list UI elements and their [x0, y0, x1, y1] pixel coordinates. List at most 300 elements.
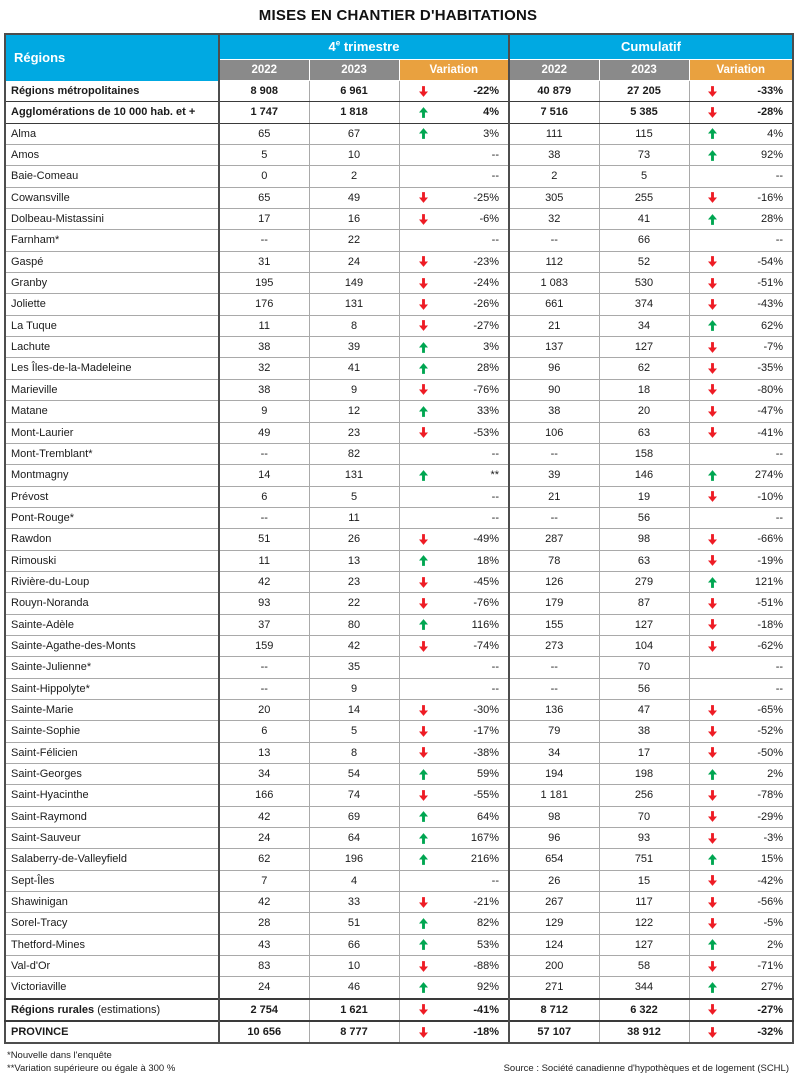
q4-2022-cell: 24 — [219, 828, 309, 849]
cum-2023-cell: 62 — [599, 358, 689, 379]
variation-value: 92% — [476, 981, 499, 994]
q4-2023-cell: 8 777 — [309, 1021, 399, 1043]
q4-2023-cell: 23 — [309, 422, 399, 443]
q4-2022-cell: 2 754 — [219, 999, 309, 1021]
cum-2023-cell: 17 — [599, 742, 689, 763]
cum-2022-cell: 8 712 — [509, 999, 599, 1021]
q4-2022-cell: 37 — [219, 614, 309, 635]
trend-arrow-box — [690, 790, 735, 801]
housing-starts-table — [4, 33, 794, 1044]
q4-2023-cell: 5 — [309, 721, 399, 742]
trend-arrow-box — [690, 363, 735, 374]
region-name-cell — [5, 251, 219, 272]
variation-value: -47% — [757, 405, 784, 418]
cum-2023-cell: 93 — [599, 828, 689, 849]
trend-arrow-box — [690, 769, 735, 780]
cum-2022-cell: 32 — [509, 209, 599, 230]
table-row — [5, 465, 793, 486]
q4-2023-cell: 22 — [309, 593, 399, 614]
trend-down-icon — [419, 961, 428, 972]
region-name: Gaspé — [11, 255, 44, 268]
region-name: Rawdon — [11, 533, 52, 546]
variation-value: -43% — [757, 298, 784, 311]
region-name: Sainte-Sophie — [11, 725, 81, 738]
variation-value: 33% — [476, 405, 499, 418]
q4-2022-cell: 24 — [219, 977, 309, 999]
trend-arrow-box — [400, 128, 448, 139]
region-name: Val-d'Or — [11, 960, 51, 973]
cum-2023-cell: 87 — [599, 593, 689, 614]
region-name: Salaberry-de-Valleyfield — [11, 853, 127, 866]
variation-value: -80% — [757, 383, 784, 396]
region-name: Thetford-Mines — [11, 938, 85, 951]
trend-arrow-box — [400, 897, 448, 908]
trend-arrow-box — [690, 726, 735, 737]
cum-variation-cell — [689, 422, 793, 443]
q4-2022-cell: 49 — [219, 422, 309, 443]
table-row — [5, 102, 793, 123]
q4-2022-cell: -- — [219, 507, 309, 528]
table-row — [5, 123, 793, 144]
cum-2023-cell: 27 205 — [599, 81, 689, 102]
trend-down-icon — [708, 363, 717, 374]
cum-variation-cell — [689, 166, 793, 187]
trend-up-icon — [419, 342, 428, 353]
variation-value: -5% — [763, 917, 784, 930]
trend-arrow-box — [400, 619, 448, 630]
q4-variation-cell — [399, 977, 509, 999]
table-row — [5, 550, 793, 571]
q4-2023-cell: 33 — [309, 892, 399, 913]
trend-down-icon — [419, 790, 428, 801]
region-name: Saint-Sauveur — [11, 832, 81, 845]
trend-arrow-box — [690, 897, 735, 908]
trend-up-icon — [419, 406, 428, 417]
cum-2022-cell: 200 — [509, 956, 599, 977]
q4-variation-cell — [399, 593, 509, 614]
q4-variation-cell — [399, 785, 509, 806]
trend-arrow-box — [690, 854, 735, 865]
q4-variation-cell — [399, 828, 509, 849]
q4-2022-cell: 10 656 — [219, 1021, 309, 1043]
region-name-cell — [5, 571, 219, 592]
variation-value: -41% — [757, 426, 784, 439]
q4-variation-cell — [399, 699, 509, 720]
trend-arrow-box — [690, 982, 735, 993]
q4-2023-cell: 4 — [309, 870, 399, 891]
q4-2023-cell: 74 — [309, 785, 399, 806]
variation-value: -21% — [473, 896, 499, 909]
table-row — [5, 529, 793, 550]
region-name: Saint-Georges — [11, 768, 82, 780]
variation-value: -41% — [473, 1003, 499, 1016]
variation-value: -- — [491, 149, 499, 162]
trend-up-icon — [419, 854, 428, 865]
trend-arrow-box — [400, 555, 448, 566]
cum-2023-cell: 63 — [599, 422, 689, 443]
cum-2022-cell: 287 — [509, 529, 599, 550]
q4-2023-cell: 66 — [309, 934, 399, 955]
q4-2022-cell: 20 — [219, 699, 309, 720]
cum-variation-cell — [689, 977, 793, 999]
cum-2022-cell: 21 — [509, 486, 599, 507]
table-row — [5, 721, 793, 742]
cum-2023-cell: 52 — [599, 251, 689, 272]
trend-down-icon — [708, 598, 717, 609]
region-name-cell — [5, 785, 219, 806]
cum-2023-cell: 344 — [599, 977, 689, 999]
region-name: Dolbeau-Mistassini — [11, 213, 104, 226]
trend-arrow-box — [400, 641, 448, 652]
trend-down-icon — [419, 534, 428, 545]
trend-down-icon — [708, 256, 717, 267]
q4-variation-cell — [399, 635, 509, 656]
trend-arrow-box — [400, 1027, 448, 1038]
q4-variation-cell — [399, 550, 509, 571]
q4-2023-header: 2023 — [309, 60, 399, 81]
trend-up-icon — [708, 939, 717, 950]
source-note: Source : Société canadienne d'hypothèques et de logement (SCHL) — [503, 1063, 789, 1075]
region-name-cell — [5, 209, 219, 230]
q4-variation-cell — [399, 379, 509, 400]
trend-down-icon — [419, 86, 428, 97]
variation-value: -7% — [763, 341, 784, 354]
q4-2023-cell: 2 — [309, 166, 399, 187]
cum-2023-cell: 38 912 — [599, 1021, 689, 1043]
trend-arrow-box — [690, 256, 735, 267]
trend-down-icon — [708, 875, 717, 886]
region-name-cell — [5, 123, 219, 144]
cum-2022-cell: 38 — [509, 401, 599, 422]
q4-2023-cell: 131 — [309, 294, 399, 315]
cum-variation-cell — [689, 956, 793, 977]
region-name: Rouyn-Noranda — [11, 597, 89, 610]
region-name-cell — [5, 486, 219, 507]
cum-variation-cell — [689, 721, 793, 742]
trend-down-icon — [708, 961, 717, 972]
q4-2022-header: 2022 — [219, 60, 309, 81]
q4-variation-cell — [399, 273, 509, 294]
region-name: Sorel-Tracy — [11, 917, 68, 930]
trend-down-icon — [708, 192, 717, 203]
cum-2023-cell: 41 — [599, 209, 689, 230]
variation-value: -19% — [757, 554, 784, 567]
cum-variation-cell — [689, 273, 793, 294]
q4-2022-cell: 166 — [219, 785, 309, 806]
region-name: Victoriaville — [11, 981, 67, 994]
table-row — [5, 657, 793, 678]
q4-2022-cell: 9 — [219, 401, 309, 422]
table-row — [5, 571, 793, 592]
variation-value: -56% — [757, 896, 784, 909]
q4-variation-cell — [399, 764, 509, 785]
q4-2023-cell: 42 — [309, 635, 399, 656]
region-name-cell — [5, 764, 219, 785]
cumulative-group-header: Cumulatif — [509, 34, 793, 60]
variation-value: 3% — [483, 341, 499, 354]
q4-variation-cell — [399, 657, 509, 678]
cum-variation-cell — [689, 849, 793, 870]
q4-2023-cell: 13 — [309, 550, 399, 571]
q4-2023-cell: 8 — [309, 742, 399, 763]
region-name: Prévost — [11, 490, 49, 503]
trend-arrow-box — [400, 363, 448, 374]
region-name-cell — [5, 977, 219, 999]
trend-down-icon — [708, 705, 717, 716]
q4-2023-cell: 26 — [309, 529, 399, 550]
variation-value: 64% — [476, 810, 499, 823]
variation-value: -51% — [757, 597, 784, 610]
variation-value: 2% — [767, 768, 784, 780]
trend-down-icon — [708, 107, 717, 118]
cum-2022-cell: 305 — [509, 187, 599, 208]
region-name: La Tuque — [11, 319, 57, 332]
region-name: Les Îles-de-la-Madeleine — [11, 362, 132, 375]
region-name-cell — [5, 337, 219, 358]
variation-value: -24% — [473, 277, 499, 290]
trend-down-icon — [419, 705, 428, 716]
trend-arrow-box — [690, 833, 735, 844]
region-name: Baie-Comeau — [11, 170, 79, 183]
cum-2022-cell: 271 — [509, 977, 599, 999]
q4-variation-cell — [399, 678, 509, 699]
trend-arrow-box — [690, 1027, 735, 1038]
variation-value: -- — [775, 511, 784, 524]
variation-value: -18% — [473, 1026, 499, 1039]
trend-arrow-box — [400, 470, 448, 481]
trend-arrow-box — [400, 982, 448, 993]
variation-value: -- — [491, 234, 499, 247]
trend-arrow-box — [400, 918, 448, 929]
q4-2023-cell: 24 — [309, 251, 399, 272]
table-row — [5, 145, 793, 166]
region-name: Amos — [11, 149, 40, 162]
variation-value: 121% — [754, 575, 784, 588]
region-name: Lachute — [11, 341, 51, 354]
cum-2023-cell: 5 — [599, 166, 689, 187]
cum-variation-cell — [689, 934, 793, 955]
q4-2022-cell: 7 — [219, 870, 309, 891]
cum-2022-cell: -- — [509, 507, 599, 528]
table-row — [5, 635, 793, 656]
cum-2022-cell: 26 — [509, 870, 599, 891]
q4-2023-cell: 69 — [309, 806, 399, 827]
q4-2023-cell: 1 621 — [309, 999, 399, 1021]
cum-2022-cell: 38 — [509, 145, 599, 166]
cum-2022-cell: 112 — [509, 251, 599, 272]
table-row — [5, 81, 793, 102]
q4-2022-cell: 6 — [219, 721, 309, 742]
q4-2023-cell: 64 — [309, 828, 399, 849]
q4-2023-cell: 23 — [309, 571, 399, 592]
region-name: Sainte-Julienne* — [11, 661, 92, 674]
variation-value: -- — [775, 447, 784, 460]
table-row — [5, 699, 793, 720]
trend-up-icon — [708, 982, 717, 993]
cum-variation-cell — [689, 81, 793, 102]
trend-arrow-box — [400, 726, 448, 737]
variation-value: -3% — [763, 832, 784, 845]
cum-variation-cell — [689, 571, 793, 592]
cum-2022-cell: 96 — [509, 358, 599, 379]
trend-down-icon — [419, 384, 428, 395]
cum-2023-cell: 146 — [599, 465, 689, 486]
q4-2022-cell: 6 — [219, 486, 309, 507]
cum-2022-cell: 654 — [509, 849, 599, 870]
q4-variation-cell — [399, 934, 509, 955]
variation-value: -- — [775, 170, 784, 183]
cum-2022-cell: 194 — [509, 764, 599, 785]
q4-2022-cell: 65 — [219, 123, 309, 144]
q4-2023-cell: 51 — [309, 913, 399, 934]
cum-variation-cell — [689, 593, 793, 614]
q4-2022-cell: 42 — [219, 571, 309, 592]
q4-2023-cell: 14 — [309, 699, 399, 720]
cum-variation-cell — [689, 251, 793, 272]
q4-variation-cell — [399, 956, 509, 977]
table-row — [5, 294, 793, 315]
trend-arrow-box — [400, 86, 448, 97]
variation-value: 82% — [476, 917, 499, 930]
variation-value: 4% — [483, 106, 499, 119]
region-name-cell — [5, 934, 219, 955]
cum-2022-cell: 137 — [509, 337, 599, 358]
variation-value: -49% — [473, 533, 499, 546]
region-name: Marieville — [11, 383, 58, 396]
trend-arrow-box — [400, 939, 448, 950]
region-name: Rimouski — [11, 554, 57, 567]
trend-down-icon — [419, 577, 428, 588]
region-name: Rivière-du-Loup — [11, 575, 90, 588]
trend-arrow-box — [690, 427, 735, 438]
variation-value: 4% — [767, 127, 784, 140]
trend-arrow-box — [690, 299, 735, 310]
cum-2022-cell: 126 — [509, 571, 599, 592]
trend-arrow-box — [690, 918, 735, 929]
variation-value: -55% — [473, 789, 499, 802]
trend-down-icon — [708, 278, 717, 289]
region-name-cell — [5, 1021, 219, 1043]
trend-arrow-box — [690, 619, 735, 630]
q4-variation-cell — [399, 102, 509, 123]
region-name: Saint-Félicien — [11, 746, 78, 759]
region-name-cell — [5, 81, 219, 102]
trend-down-icon — [419, 598, 428, 609]
table-row — [5, 315, 793, 336]
q4-2023-cell: 131 — [309, 465, 399, 486]
trend-down-icon — [708, 811, 717, 822]
q4-variation-cell — [399, 913, 509, 934]
trend-arrow-box — [690, 961, 735, 972]
trend-arrow-box — [400, 299, 448, 310]
cum-2023-cell: 73 — [599, 145, 689, 166]
q4-2022-cell: 65 — [219, 187, 309, 208]
cum-2022-cell: 267 — [509, 892, 599, 913]
region-name-cell — [5, 913, 219, 934]
trend-arrow-box — [690, 641, 735, 652]
q4-2023-cell: 196 — [309, 849, 399, 870]
q4-variation-cell — [399, 337, 509, 358]
table-row — [5, 678, 793, 699]
trend-up-icon — [419, 982, 428, 993]
cum-2022-cell: 179 — [509, 593, 599, 614]
q4-group-header: 4e trimestre — [219, 34, 509, 60]
variation-value: -18% — [757, 618, 784, 631]
q4-2023-cell: 10 — [309, 145, 399, 166]
variation-value: -- — [491, 447, 499, 460]
variation-value: -6% — [479, 213, 499, 226]
cum-variation-cell — [689, 443, 793, 464]
table-row — [5, 422, 793, 443]
region-name: Granby — [11, 277, 48, 290]
region-name-cell — [5, 443, 219, 464]
trend-down-icon — [419, 1027, 428, 1038]
region-name-cell — [5, 721, 219, 742]
q4-2023-cell: 9 — [309, 379, 399, 400]
trend-arrow-box — [400, 384, 448, 395]
table-row — [5, 614, 793, 635]
variation-value: 27% — [761, 981, 784, 994]
trend-up-icon — [419, 811, 428, 822]
trend-arrow-box — [400, 598, 448, 609]
q4-2022-cell: 8 908 — [219, 81, 309, 102]
cum-variation-cell — [689, 999, 793, 1021]
variation-value: -42% — [757, 874, 784, 887]
trend-down-icon — [419, 641, 428, 652]
variation-value: 62% — [761, 319, 784, 332]
region-name: Joliette — [11, 298, 46, 311]
trend-arrow-box — [690, 705, 735, 716]
cum-2023-cell: 34 — [599, 315, 689, 336]
variation-value: -16% — [757, 191, 784, 204]
region-name: Mont-Tremblant* — [11, 447, 93, 460]
cum-2023-cell: 122 — [599, 913, 689, 934]
region-name-cell — [5, 273, 219, 294]
cum-variation-cell — [689, 337, 793, 358]
cum-2022-cell: 155 — [509, 614, 599, 635]
trend-down-icon — [708, 384, 717, 395]
variation-value: -78% — [757, 789, 784, 802]
region-name: Sept-Îles — [11, 874, 55, 887]
region-name-cell — [5, 166, 219, 187]
page-title: MISES EN CHANTIER D'HABITATIONS — [258, 7, 538, 24]
region-name-cell — [5, 294, 219, 315]
trend-down-icon — [419, 320, 428, 331]
trend-arrow-box — [690, 320, 735, 331]
trend-arrow-box — [400, 705, 448, 716]
trend-down-icon — [419, 747, 428, 758]
variation-value: -26% — [473, 298, 499, 311]
table-row — [5, 230, 793, 251]
table-body — [5, 81, 793, 1044]
region-name-cell — [5, 635, 219, 656]
trend-down-icon — [708, 86, 717, 97]
variation-value: -32% — [757, 1026, 784, 1039]
region-name: Saint-Hippolyte* — [11, 682, 90, 695]
q4-variation-cell — [399, 465, 509, 486]
region-name: Montmagny — [11, 469, 69, 482]
trend-up-icon — [419, 939, 428, 950]
variation-value: -76% — [473, 597, 499, 610]
region-name-cell — [5, 956, 219, 977]
cum-variation-cell — [689, 870, 793, 891]
cum-variation-cell — [689, 806, 793, 827]
variation-value: -76% — [473, 383, 499, 396]
trend-up-icon — [708, 150, 717, 161]
cum-variation-cell — [689, 123, 793, 144]
variation-value: -- — [491, 874, 499, 887]
cum-2023-cell: 5 385 — [599, 102, 689, 123]
